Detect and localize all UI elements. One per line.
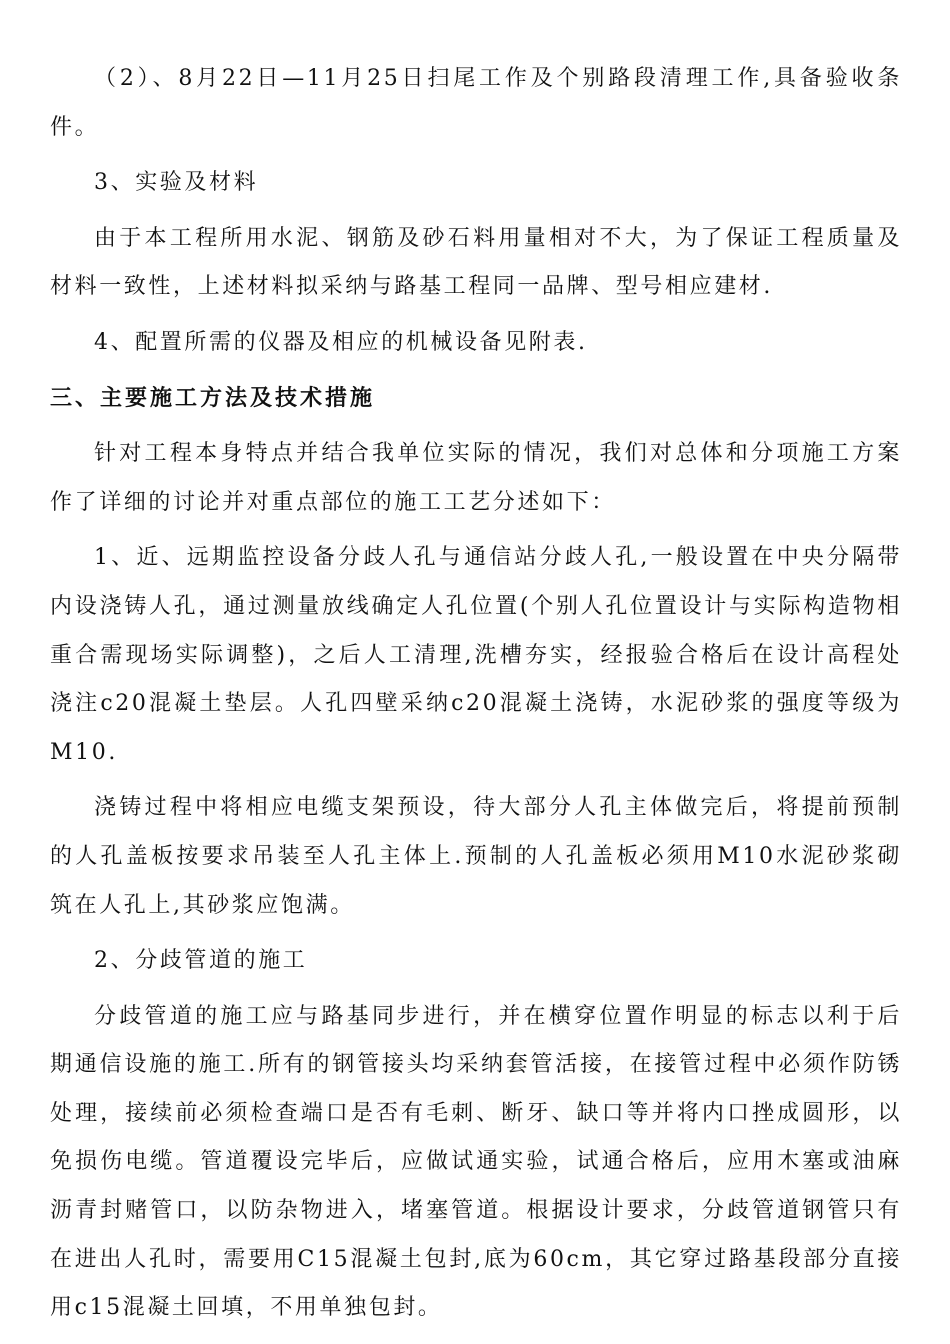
document-page (50, 55, 902, 1340)
paragraph-casting: 浇铸过程中将相应电缆支架预设，待大部分人孔主体做完后，将提前预制的人孔盖板按要求吊装至人孔主体上.预制的人孔盖板必须用M10水泥砂浆砌筑在人孔上,其砂浆应饱满。 (50, 795, 902, 918)
paragraph-schedule-final: （2）、8月22日—11月25日扫尾工作及个别路段清理工作,具备验收条件。 (50, 66, 902, 140)
subheading-branch-pipes: 2、分歧管道的施工 (94, 948, 308, 974)
paragraph-equipment: 4、配置所需的仪器及相应的机械设备见附表. (94, 329, 588, 355)
paragraph-branch-pipes: 分歧管道的施工应与路基同步进行，并在横穿位置作明显的标志以利于后期通信设施的施工.所有的钢管接头均采纳套管活接，在接管过程中必须作防锈处理，接续前必须检查端口是否有毛刺、断牙、缺口等并将内口挫成圆形，以免损伤电缆。管道覆设完毕后，应做试通实验，试通合格后，应用木塞或油麻沥青封赌管口，以防杂物进入，堵塞管道。根据设计要求，分歧管道钢管只有在进出人孔时，需要用C15混凝土包封,底为60cm，其它穿过路基段部分直接用c15混凝土回填，不用单独包封。 (50, 1003, 902, 1321)
paragraph-methods-intro: 针对工程本身特点并结合我单位实际的情况，我们对总体和分项施工方案作了详细的讨论并对重点部位的施工工艺分述如下： (50, 441, 902, 515)
subheading-testing-materials: 3、实验及材料 (94, 170, 259, 196)
paragraph-manholes: 1、近、远期监控设备分歧人孔与通信站分歧人孔,一般设置在中央分隔带内设浇铸人孔，通过测量放线确定人孔位置(个别人孔位置设计与实际构造物相重合需现场实际调整)，之后人工清理,洗槽夯实，经报验合格后在设计高程处浇注c20混凝土垫层。人孔四壁采纳c20混凝土浇铸，水泥砂浆的强度等级为M10. (50, 545, 902, 765)
section-heading-methods: 三、主要施工方法及技术措施 (50, 385, 376, 411)
paragraph-materials: 由于本工程所用水泥、钢筋及砂石料用量相对不大，为了保证工程质量及材料一致性，上述材料拟采纳与路基工程同一品牌、型号相应建材. (50, 225, 902, 300)
